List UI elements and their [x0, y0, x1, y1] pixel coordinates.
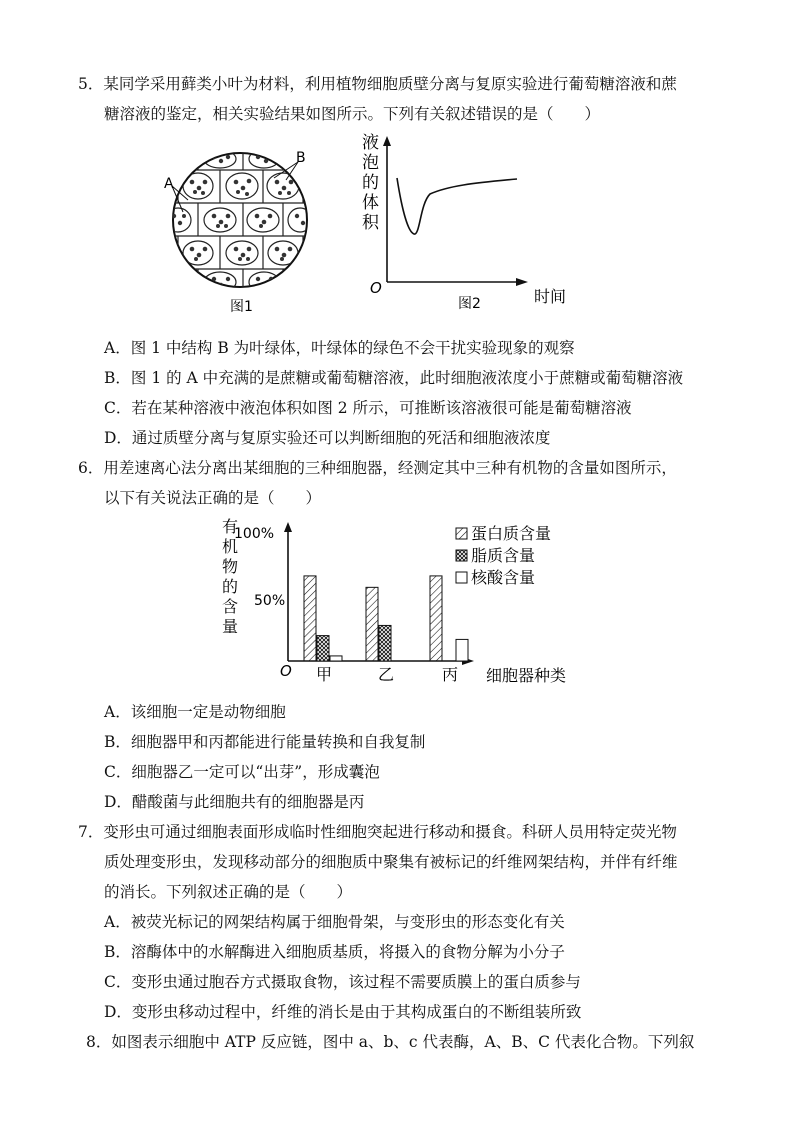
legend-swatch	[456, 550, 467, 561]
q5-figure-1	[158, 148, 318, 318]
q5-fig1-label-a: A	[164, 176, 174, 192]
chart-ylabel-char: 物	[222, 557, 239, 576]
q6-stem-line1: 6．用差速离心法分离出某细胞的三种细胞器，经测定其中三种有机物的含量如图所示，	[78, 459, 677, 477]
legend-label: 蛋白质含量	[471, 524, 552, 543]
legend-label: 核酸含量	[471, 568, 536, 587]
bar-甲-脂质含量	[317, 636, 329, 661]
q5-fig2-ylabel-char: 的	[362, 173, 379, 193]
q5-fig2-origin: O	[370, 279, 382, 297]
q7-option-a: A．被荧光标记的网架结构属于细胞骨架，与变形虫的形态变化有关	[104, 913, 565, 931]
q7-stem-line2: 质处理变形虫，发现移动部分的细胞质中聚集有被标记的纤维网架结构，并伴有纤维	[104, 853, 678, 871]
q5-option-b: B．图 1 的 A 中充满的是蔗糖或葡萄糖溶液，此时细胞液浓度小于蔗糖或葡萄糖溶液	[104, 369, 684, 387]
bar-乙-蛋白质含量	[366, 587, 378, 661]
q6-stem-line2: 以下有关说法正确的是（ ）	[104, 489, 322, 507]
q8-stem-line1: 8．如图表示细胞中 ATP 反应链，图中 a、b、c 代表酶，A、B、C 代表化合物。下列叙	[86, 1033, 695, 1051]
q5-stem-line1: 5．某同学采用藓类小叶为材料，利用植物细胞质壁分离与复原实验进行葡萄糖溶液和蔗	[78, 75, 677, 93]
q5-fig2-caption: 图2	[458, 296, 481, 312]
chart-ylabel-char: 含	[222, 597, 239, 616]
q5-option-c: C．若在某种溶液中液泡体积如图 2 所示，可推断该溶液很可能是葡萄糖溶液	[104, 399, 632, 417]
chart-category-label: 甲	[316, 665, 333, 684]
q7-stem-line1: 7．变形虫可通过细胞表面形成临时性细胞突起进行移动和摄食。科研人员用特定荧光物	[78, 823, 677, 841]
q7-stem-line3: 的消长。下列叙述正确的是（ ）	[104, 883, 353, 901]
q7-option-d: D．变形虫移动过程中，纤维的消长是由于其构成蛋白的不断组装所致	[104, 1003, 582, 1021]
bar-乙-脂质含量	[379, 625, 391, 661]
q5-fig2-ylabel-char: 液	[362, 133, 379, 153]
q6-option-a: A．该细胞一定是动物细胞	[104, 703, 286, 721]
q5-fig2-ylabel	[362, 133, 380, 233]
bar-甲-核酸含量	[330, 656, 342, 661]
q6-bar-chart	[218, 518, 588, 690]
chart-ylabel-char: 有	[222, 518, 239, 536]
chart-category-label: 乙	[378, 665, 395, 684]
bar-甲-蛋白质含量	[304, 576, 316, 661]
bar-丙-核酸含量	[456, 639, 468, 661]
chart-ylabel-char: 机	[222, 537, 239, 556]
chart-ylabel-char: 的	[222, 577, 239, 596]
q5-stem-line2: 糖溶液的鉴定，相关实验结果如图所示。下列有关叙述错误的是（ ）	[104, 105, 601, 123]
q5-fig2-curve	[397, 178, 517, 234]
q6-option-d: D．醋酸菌与此细胞共有的细胞器是丙	[104, 793, 365, 811]
q7-option-b: B．溶酶体中的水解酶进入细胞质基质，将摄入的食物分解为小分子	[104, 943, 565, 961]
q5-fig1-caption: 图1	[230, 299, 253, 315]
q5-option-d: D．通过质壁分离与复原实验还可以判断细胞的死活和细胞液浓度	[104, 429, 551, 447]
legend-swatch	[456, 528, 467, 539]
q5-fig2-ylabel-char: 积	[362, 213, 379, 233]
q6-option-b: B．细胞器甲和丙都能进行能量转换和自我复制	[104, 733, 426, 751]
legend-swatch	[456, 572, 467, 583]
chart-xlabel: 细胞器种类	[486, 666, 567, 685]
q5-fig1-label-b: B	[296, 150, 306, 166]
chart-category-label: 丙	[442, 665, 459, 684]
q5-option-a: A．图 1 中结构 B 为叶绿体，叶绿体的绿色不会干扰实验现象的观察	[104, 339, 575, 357]
legend-label: 脂质含量	[471, 546, 536, 565]
chart-ytick-100: 100%	[234, 526, 275, 542]
chart-ylabel-char: 量	[222, 617, 239, 636]
chart-ytick-50: 50%	[254, 593, 286, 609]
q6-option-c: C．细胞器乙一定可以“出芽”，形成囊泡	[104, 763, 380, 781]
q5-fig2-ylabel-char: 体	[362, 193, 379, 213]
q5-fig2-xlabel: 时间	[534, 287, 567, 306]
bar-丙-蛋白质含量	[430, 576, 442, 661]
q5-fig2-ylabel-char: 泡	[362, 153, 379, 173]
chart-origin: O	[280, 662, 292, 680]
q7-option-c: C．变形虫通过胞吞方式摄取食物，该过程不需要质膜上的蛋白质参与	[104, 973, 581, 991]
q5-figure-2	[362, 130, 578, 316]
